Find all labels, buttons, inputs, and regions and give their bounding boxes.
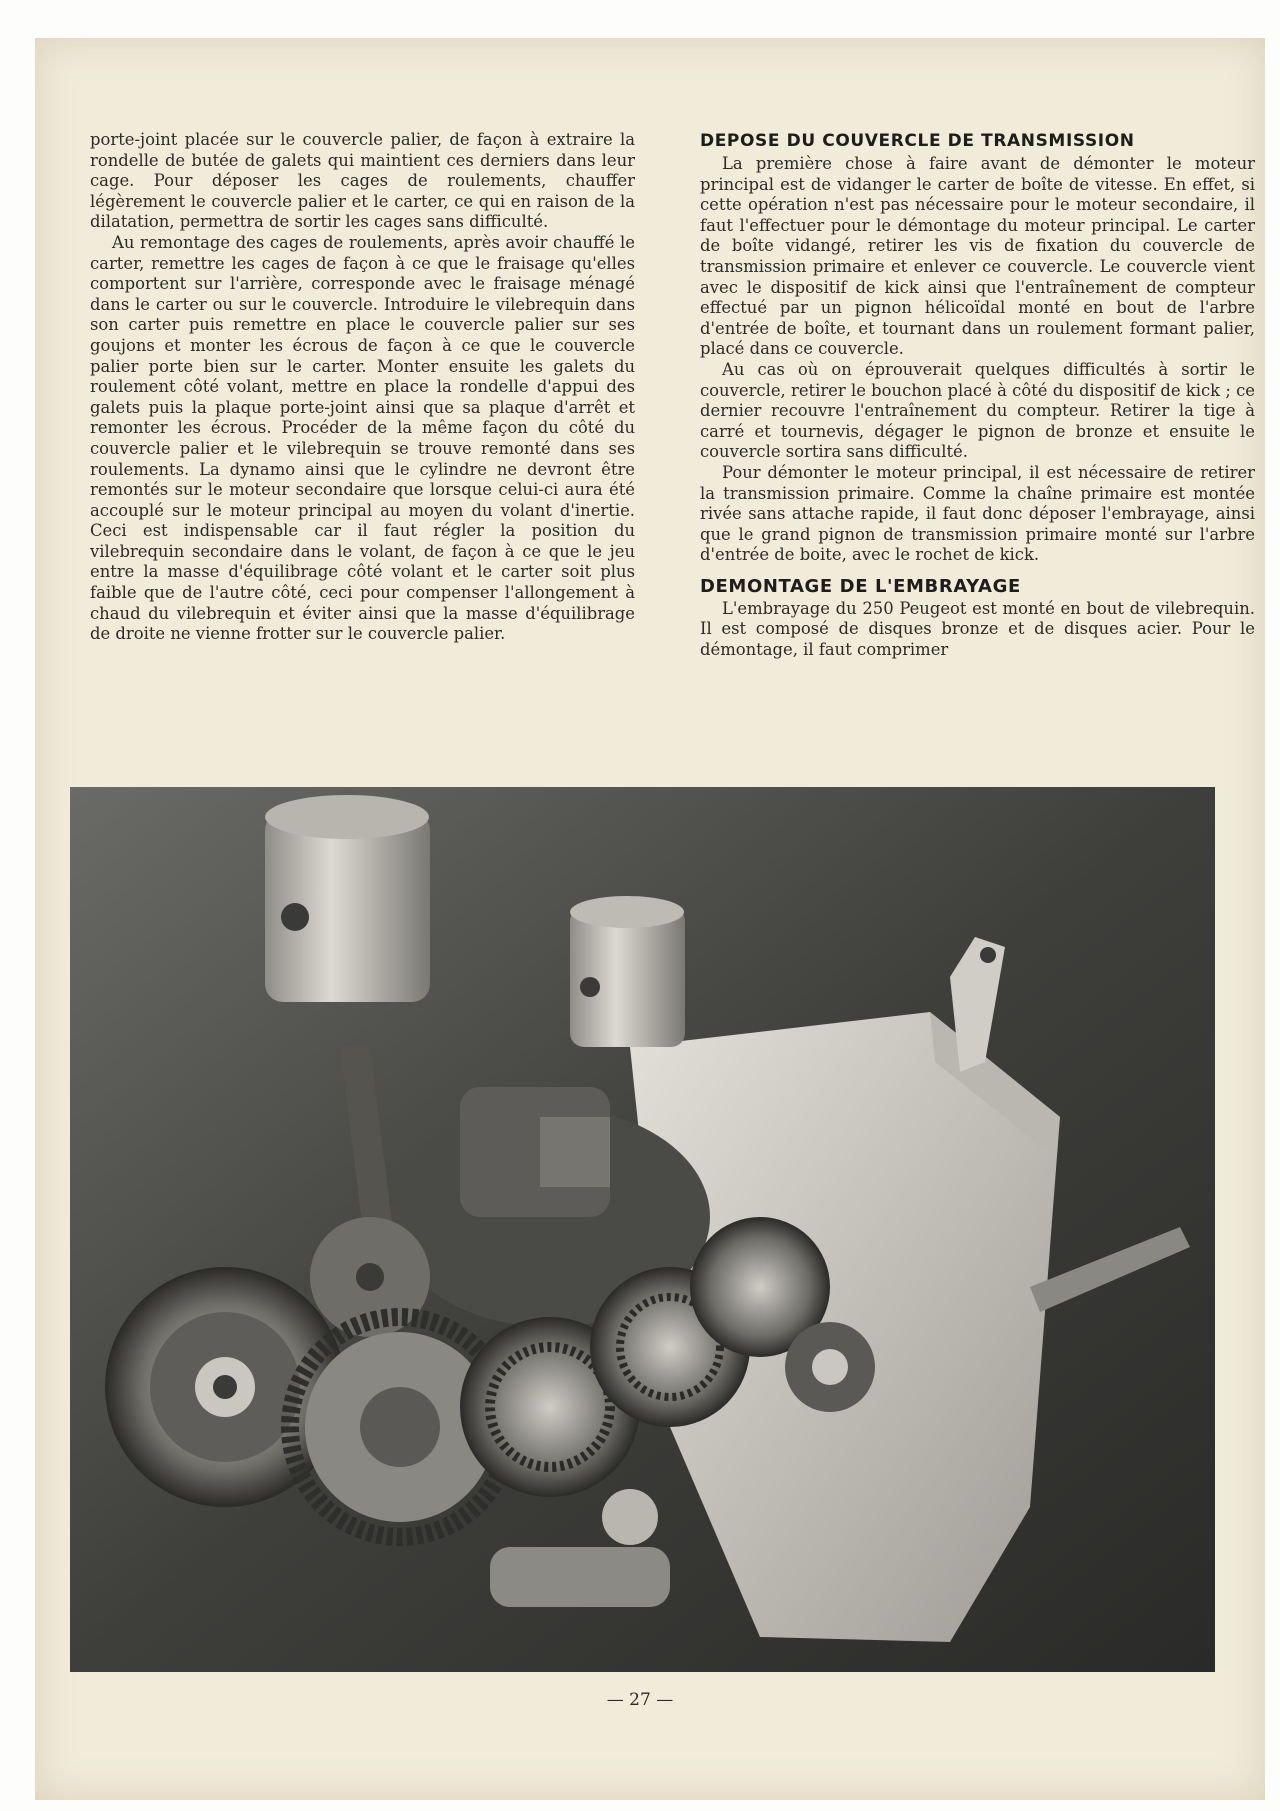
- section-heading-embrayage: DEMONTAGE DE L'EMBRAYAGE: [700, 575, 1021, 597]
- right-paragraph-2: Au cas où on éprouverait quelques difficultés à sortir le couvercle, retirer le bouchon placé à côté du dispositif de kick ; ce dernier recouvre l'entraînement du compteur. Retirer la tige à carré et tournevis, dégager le pignon de bronze et ensuite le couvercle sortira sans difficulté.: [700, 359, 1255, 462]
- right-paragraph-1: La première chose à faire avant de démonter le moteur principal est de vidanger le carter de boîte de vitesse. En effet, si cette opération n'est pas nécessaire pour le moteur secondaire, il faut l'effectuer pour le démontage du moteur principal. Le carter de boîte vidangé, retirer les vis de fixation du couvercle de transmission primaire et enlever ce couvercle. Le couvercle vient avec le dispositif de kick ainsi que l'entraînement de compteur effectué par un pignon hélicoïdal monté en bout de l'arbre d'entrée de boîte, et tournant dans un roulement formant palier, placé dans ce couvercle.: [700, 154, 1255, 359]
- engine-photo: [70, 787, 1215, 1672]
- right-paragraph-4: L'embrayage du 250 Peugeot est monté en bout de vilebrequin. Il est composé de disques bronze et de disques acier. Pour le démontage, il faut comprimer: [700, 598, 1255, 660]
- left-paragraph-1: porte-joint placée sur le couvercle palier, de façon à extraire la rondelle de butée de galets qui maintient ces derniers dans leur cage. Pour déposer les cages de roulements, chauffer légèrement le couvercle palier et le carter, ce qui en raison de la dilatation, permettra de sortir les cages sans difficulté.: [90, 130, 635, 232]
- left-text-column: [90, 130, 635, 645]
- right-paragraph-3: Pour démonter le moteur principal, il est nécessaire de retirer la transmission primaire. Comme la chaîne primaire est montée rivée sans attache rapide, il faut donc déposer l'embrayage, ainsi que le grand pignon de transmission primaire monté sur l'arbre d'entrée de boite, avec le rochet de kick.: [700, 462, 1255, 565]
- section-heading-depose: DEPOSE DU COUVERCLE DE TRANSMISSION: [700, 131, 1135, 151]
- right-text-column: [700, 131, 1255, 661]
- page-number: — 27 —: [606, 1690, 674, 1710]
- left-paragraph-2: Au remontage des cages de roulements, après avoir chauffé le carter, remettre les cages de façon à ce que le fraisage qu'elles comportent sur l'arrière, corresponde avec le fraisage ménagé dans le carter ou sur le couvercle. Introduire le vilebrequin dans son carter puis remettre en place le couvercle palier sur ses goujons et monter les écrous de façon à ce que le couvercle palier porte bien sur le carter. Monter ensuite les galets du roulement côté volant, mettre en place la rondelle d'appui des galets puis la plaque porte-joint ainsi que sa plaque d'arrêt et remonter les écrous. Procéder de la même façon du côté du couvercle palier et le vilebrequin se trouve remonté dans ses roulements. La dynamo ainsi que le cylindre ne devront être remontés sur le moteur secondaire que lorsque celui-ci aura été accouplé sur le moteur principal au moyen du volant d'inertie. Ceci est indispensable car il faut régler la position du vilebrequin secondaire dans le volant, de façon à ce que le jeu entre la masse d'équilibrage côté volant et le carter soit plus faible que de l'autre côté, ceci pour compenser l'allongement à chaud du vilebrequin et éviter ainsi que la masse d'équilibrage de droite ne vienne frotter sur le couvercle palier.: [90, 232, 635, 644]
- engine-illustration: [70, 787, 1215, 1672]
